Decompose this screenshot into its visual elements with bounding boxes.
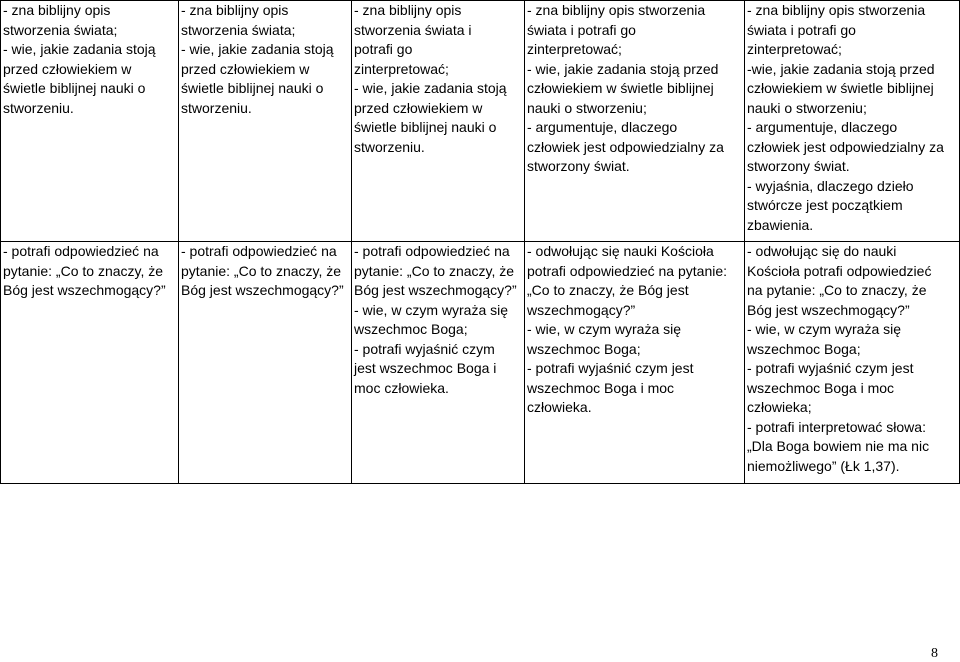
table-cell: - potrafi odpowiedzieć na pytanie: „Co to znaczy, że Bóg jest wszechmogący?” xyxy=(1,242,179,484)
table-cell: - zna biblijny opis stworzenia świata; - wie, jakie zadania stoją przed człowiekiem w świetle biblijnej nauki o stworzeniu. xyxy=(179,1,352,242)
table-cell: - zna biblijny opis stworzenia świata i potrafi go zinterpretować; - wie, jakie zadania stoją przed człowiekiem w świetle biblijnej nauki o stworzeniu. xyxy=(352,1,525,242)
table-cell: - zna biblijny opis stworzenia świata i potrafi go zinterpretować; -wie, jakie zadania stoją przed człowiekiem w świetle biblijnej nauki o stworzeniu; - argumentuje, dlaczego człowiek jest odpowiedzialny za stworzony świat. - wyjaśnia, dlaczego dzieło stwórcze jest początkiem zbawienia. xyxy=(745,1,960,242)
table-cell: - zna biblijny opis stworzenia świata i potrafi go zinterpretować; - wie, jakie zadania stoją przed człowiekiem w świetle biblijnej nauki o stworzeniu; - argumentuje, dlaczego człowiek jest odpowiedzialny za stworzony świat. xyxy=(525,1,745,242)
table-cell: - odwołując się do nauki Kościoła potrafi odpowiedzieć na pytanie: „Co to znaczy, że Bóg jest wszechmogący?” - wie, w czym wyraża się wszechmoc Boga; - potrafi wyjaśnić czym jest wszechmoc Boga i moc człowieka; - potrafi interpretować słowa: „Dla Boga bowiem nie ma nic niemożliwego” (Łk 1,37). xyxy=(745,242,960,484)
table-row xyxy=(1,242,960,484)
table-cell: - potrafi odpowiedzieć na pytanie: „Co to znaczy, że Bóg jest wszechmogący?” xyxy=(179,242,352,484)
page-number: 8 xyxy=(931,646,938,661)
table-cell: - odwołując się nauki Kościoła potrafi odpowiedzieć na pytanie: „Co to znaczy, że Bóg jest wszechmogący?” - wie, w czym wyraża się wszechmoc Boga; - potrafi wyjaśnić czym jest wszechmoc Boga i moc człowieka. xyxy=(525,242,745,484)
table-cell: - zna biblijny opis stworzenia świata; - wie, jakie zadania stoją przed człowiekiem w świetle biblijnej nauki o stworzeniu. xyxy=(1,1,179,242)
table-row xyxy=(1,1,960,242)
table-cell: - potrafi odpowiedzieć na pytanie: „Co to znaczy, że Bóg jest wszechmogący?” - wie, w czym wyraża się wszechmoc Boga; - potrafi wyjaśnić czym jest wszechmoc Boga i moc człowieka. xyxy=(352,242,525,484)
